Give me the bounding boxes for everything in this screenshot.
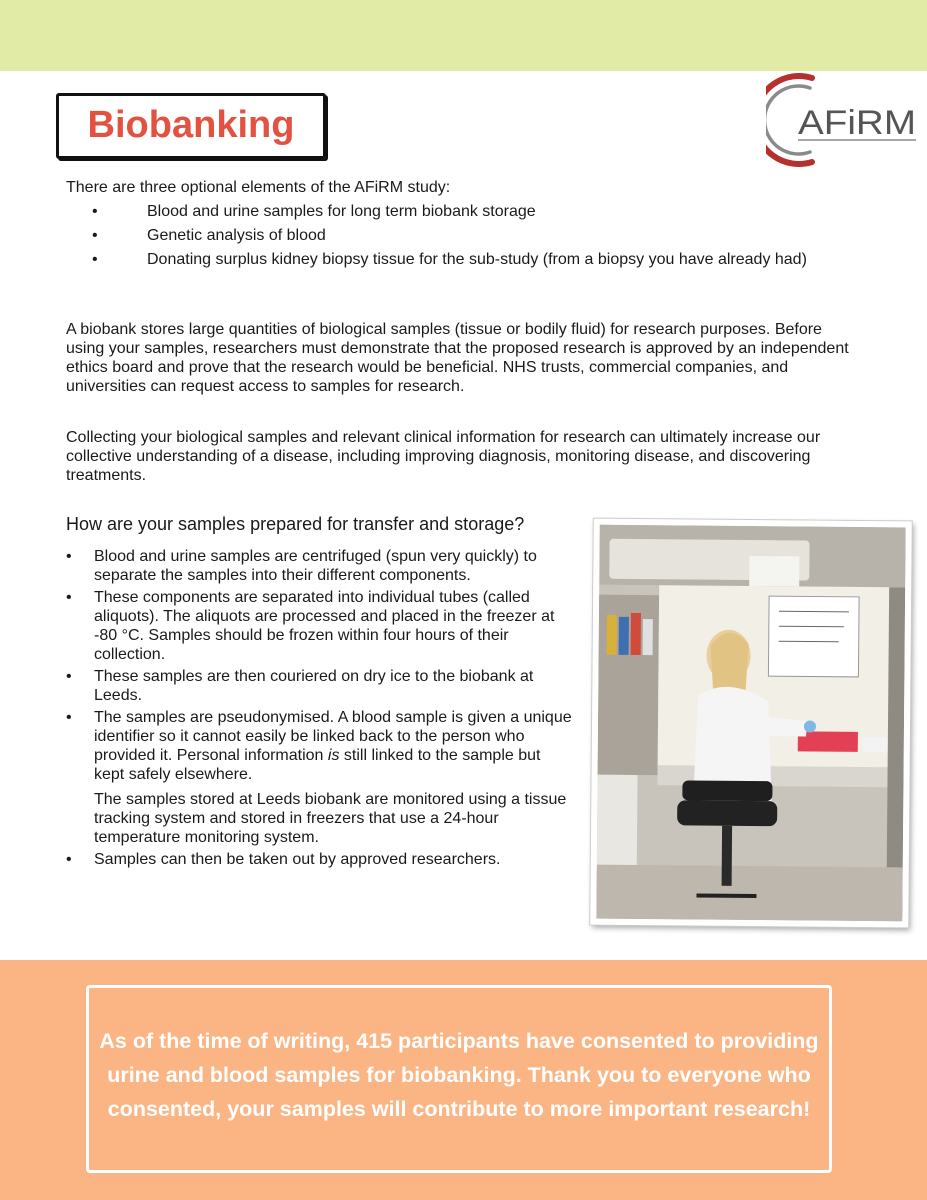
svg-text:AFiRM: AFiRM [798, 104, 916, 142]
title-box [56, 93, 326, 159]
list-item: • Blood and urine samples are centrifuged (spun very quickly) to separate the samples into their different components. [66, 548, 537, 584]
list-item: • These samples are then couriered on dry ice to the biobank at Leeds. [66, 668, 534, 704]
lab-photo [590, 519, 912, 928]
lab-scientist-image [596, 525, 905, 922]
list-item: The samples stored at Leeds biobank are monitored using a tissue tracking system and stored in freezers that use a 24-hour temperature monitoring system. [94, 791, 567, 846]
list-item: • The samples are pseudonymised. A blood sample is given a unique identifier so it cannot easily be linked back to the person who provided it. Personal information is still linked to the sample but kept safely elsewhere. [66, 709, 572, 783]
process-heading: How are your samples prepared for transfer and storage? [66, 514, 525, 534]
page-title: Biobanking [87, 104, 295, 146]
research-benefit-paragraph: Collecting your biological samples and relevant clinical information for research can ultimately increase our collective understanding of a disease, including improving diagnosis, monitoring disease, and discovering treatments. [66, 429, 821, 484]
list-item: • Genetic analysis of blood [92, 227, 326, 244]
callout-text: As of the time of writing, 415 participants have consented to providing urine and blood samples for biobanking. Thank you to everyone who consented, your samples will contribute to more important research! [99, 1029, 819, 1121]
biobank-description: A biobank stores large quantities of biological samples (tissue or bodily fluid) for research purposes. Before using your samples, researchers must demonstrate that the proposed research is approved by an independent ethics board and prove that the research would be beneficial. NHS trusts, commercial companies, and universities can request access to samples for research. [66, 321, 849, 395]
process-steps-list [66, 547, 572, 872]
list-item: • Donating surplus kidney biopsy tissue for the sub-study (from a biopsy you have already had) [92, 251, 807, 268]
optional-elements-list [66, 202, 866, 270]
afirm-logo [766, 70, 922, 170]
thank-you-callout [86, 985, 832, 1173]
list-item: • Samples can then be taken out by approved researchers. [66, 851, 501, 868]
list-item: • These components are separated into individual tubes (called aliquots). The aliquots are processed and placed in the freezer at -80 °C. Samples should be frozen within four hours of their collection. [66, 589, 555, 663]
list-item: • Blood and urine samples for long term biobank storage [92, 203, 536, 220]
intro-section [66, 178, 866, 274]
top-color-band [0, 0, 927, 71]
intro-lead: There are three optional elements of the AFiRM study: [66, 179, 451, 196]
